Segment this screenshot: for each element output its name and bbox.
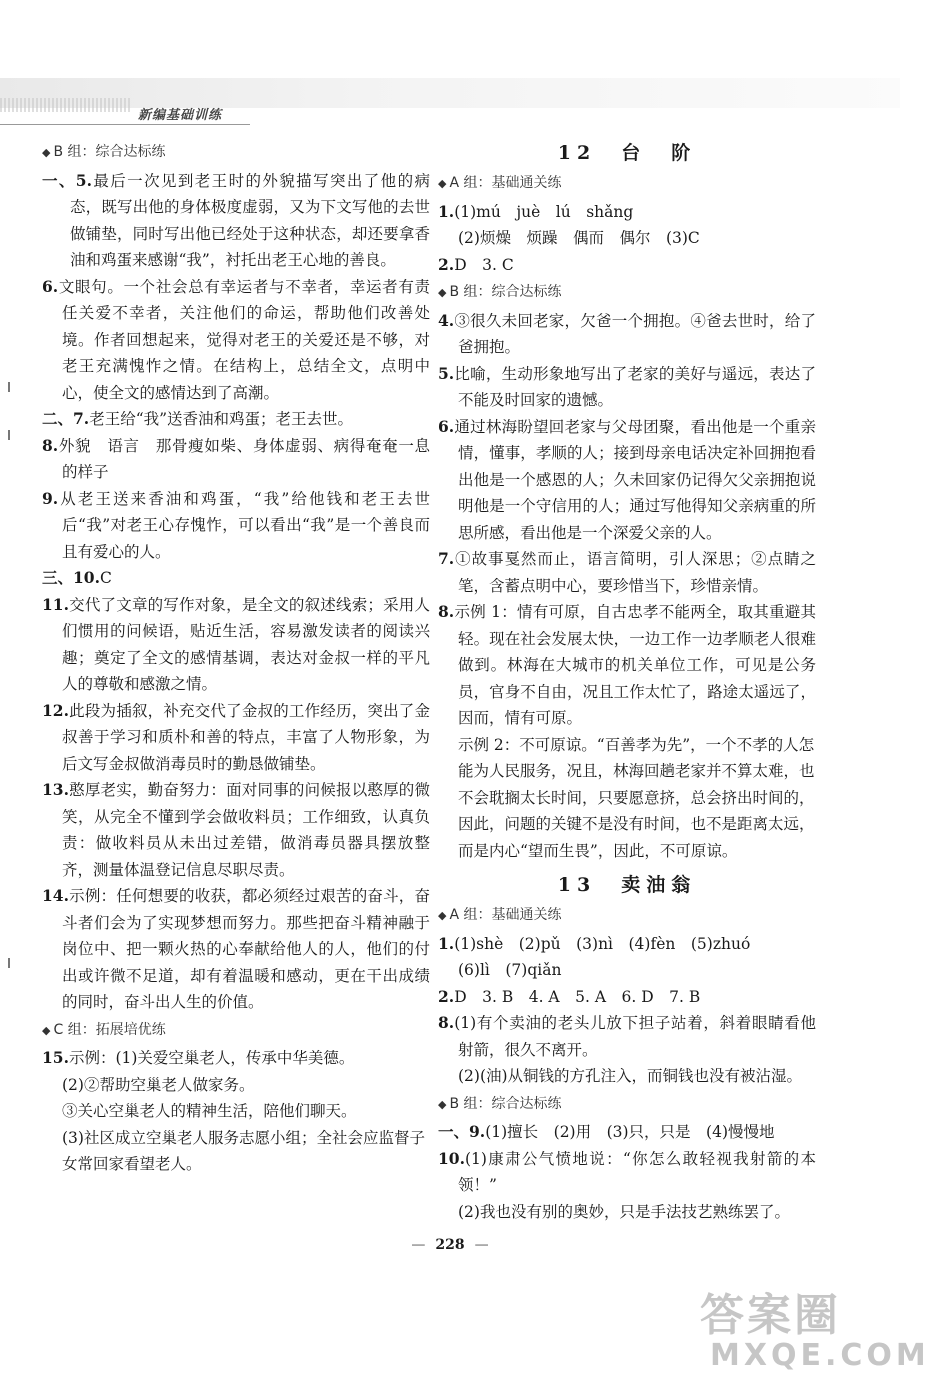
question-number: 15. [42, 1048, 69, 1067]
answer-item [438, 546, 816, 599]
section-title: 12 台 阶 [557, 142, 697, 164]
group-label: B 组：综合达标练 [449, 1095, 562, 1112]
answer-item [42, 698, 430, 778]
watermark-bottom: MXQE.COM [710, 1338, 930, 1373]
margin-mark [8, 382, 10, 392]
question-number: 一、5. [42, 170, 92, 190]
answer-text: D 3. B 4. A 5. A 6. D 7. B [454, 987, 701, 1006]
diamond-icon: ◆ [438, 177, 447, 190]
answer-text: 交代了文章的写作对象，是全文的叙述线索；采用人们惯用的问候语，贴近生活，容易激发读者的阅读兴趣；奠定了全文的感情基调，表达对金叔一样的平凡人的尊敬和感激之情。 [62, 595, 430, 693]
diamond-icon: ◆ [42, 146, 51, 159]
answer-item [438, 1119, 816, 1146]
answer-text: ①故事戛然而止，语言简明，引人深思；②点睛之笔，含蓄点明中心，要珍惜当下，珍惜亲情。 [454, 550, 816, 595]
question-number: 1. [438, 201, 455, 221]
diamond-icon: ◆ [438, 286, 447, 299]
answer-item [438, 931, 816, 958]
question-number: 2. [438, 254, 455, 274]
question-number: 6. [438, 416, 455, 436]
group-heading [438, 170, 816, 198]
answer-item [42, 168, 430, 274]
answer-text: 文眼句。一个社会总有幸运者与不幸者，幸运者有责任关爱不幸者，关注他们的命运，帮助他们改善处境。作者回想起来，觉得对老王的关爱还是不够，对老王充满愧怍之情。在结构上，总结全文，点明中心，使全文的感情达到了高潮。 [58, 277, 430, 402]
group-heading [438, 902, 816, 930]
question-number: 三、10. [42, 568, 100, 587]
question-number: 一、9. [438, 1122, 486, 1141]
question-number: 6. [42, 276, 59, 296]
question-number: 13. [42, 780, 69, 799]
header-band [0, 78, 900, 108]
answer-item [438, 599, 816, 732]
watermark-logo [700, 1290, 930, 1382]
answer-text: (1)shè (2)pǔ (3)nì (4)fèn (5)zhuó [454, 934, 751, 953]
question-number: 7. [438, 549, 455, 568]
question-number: 11. [42, 594, 69, 614]
answer-text: 此段为插叙，补充交代了金叔的工作经历，突出了金叔善于学习和质朴和善的特点，丰富了人物形象，为后文写金叔做消毒员时的勤恳做铺垫。 [62, 701, 430, 773]
answer-subline: (2)②帮助空巢老人做家务。 [62, 1075, 255, 1094]
group-label: B 组：综合达标练 [449, 284, 562, 300]
group-heading [438, 279, 816, 307]
answer-item [438, 1010, 816, 1063]
answer-text: 示例：(1)关爱空巢老人，传承中华美德。 [68, 1049, 355, 1067]
answer-subline: (2)烦燥 烦躁 偶而 偶尔 (3)C [458, 229, 700, 247]
answer-subline: (6)lì (7)qiǎn [458, 961, 562, 979]
answer-item [438, 414, 816, 547]
group-label: A 组：基础通关练 [449, 907, 562, 923]
group-heading [42, 1017, 430, 1045]
question-number: 8. [438, 1013, 455, 1032]
answer-subline: (2)(油)从铜钱的方孔注入，而铜钱也没有被沾湿。 [458, 1067, 803, 1085]
answer-item [42, 883, 430, 1016]
answer-item [42, 433, 430, 486]
question-number: 8. [42, 435, 59, 455]
question-number: 12. [42, 700, 69, 720]
question-number: 8. [438, 602, 455, 621]
answer-text: (1)擅长 (2)用 (3)只，只是 (4)慢慢地 [485, 1123, 775, 1141]
diamond-icon: ◆ [42, 1023, 51, 1037]
answer-item [42, 1045, 430, 1072]
question-number: 5. [438, 363, 455, 383]
group-heading [438, 1091, 816, 1119]
left-column [42, 138, 430, 1178]
header-rule [0, 124, 250, 125]
answer-text: 示例：任何想要的收获，都必须经过艰苦的奋斗，奋斗者们会为了实现梦想而努力。那些把奋斗精神融于岗位中、把一颗火热的心奉献给他人的人，他们的付出或许微不足道，却有着温暖和感动，更在干出成绩的同时，奋斗出人生的价值。 [62, 887, 430, 1011]
question-number: 4. [438, 310, 455, 330]
section-title: 13 卖油翁 [557, 874, 697, 896]
right-column [438, 138, 816, 1225]
answer-subline: (3)社区成立空巢老人服务志愿小组；全社会应监督子女常回家看望老人。 [62, 1128, 425, 1173]
group-heading [42, 139, 430, 167]
margin-mark [8, 958, 10, 968]
answer-text: 示例 1：情有可原，自古忠孝不能两全，取其重避其轻。现在社会发展太快，一边工作一边孝顺老人很难做到。林海在大城市的机关单位工作，可见是公务员，官身不自由，况且工作太忙了，路途太遥远了，因而，情有可原。 [454, 603, 816, 727]
question-number: 1. [438, 933, 455, 953]
answer-text: 憨厚老实，勤奋努力：面对同事的问候报以憨厚的微笑，从完全不懂到学会做收料员；工作细致，认真负责：做收料员从未出过差错，做消毒员器具摆放整齐，测量体温登记信息尽职尽责。 [62, 781, 430, 879]
answer-text: 最后一次见到老王时的外貌描写突出了他的病态，既写出他的身体极度虚弱，又为下文写他的去世做铺垫，同时写出他已经处于这种状态，却还要拿香油和鸡蛋来感谢“我”，衬托出老王心地的善良。 [70, 171, 430, 269]
answer-item [42, 777, 430, 883]
answer-item [42, 592, 430, 698]
page-number: — 228 — [411, 1237, 489, 1253]
answer-item [438, 984, 816, 1011]
answer-text: C [99, 569, 112, 587]
group-label: C 组：拓展培优练 [53, 1021, 166, 1038]
answer-text: D 3. C [454, 255, 514, 274]
answer-text: 通过林海盼望回老家与父母团聚，看出他是一个重亲情，懂事，孝顺的人；接到母亲电话决定补回拥抱看出他是一个感恩的人；久未回家仍记得欠父亲拥抱说明他是一个守信用的人；通过写他得知父亲病重的所思所感，看出他是一个深爱父亲的人。 [454, 417, 816, 542]
answer-item [438, 252, 816, 279]
question-number: 二、7. [42, 409, 90, 428]
answer-item [438, 308, 816, 361]
answer-text: (1)mú juè lú shǎng [454, 202, 634, 221]
answer-subline: (2)我也没有别的奥妙，只是手法技艺熟练罢了。 [458, 1202, 790, 1221]
diamond-icon: ◆ [438, 1097, 447, 1111]
answer-text: ③很久未回老家，欠爸一个拥抱。④爸去世时，给了爸拥抱。 [454, 311, 816, 356]
question-number: 10. [438, 1148, 465, 1168]
answer-item [42, 406, 430, 433]
answer-text: 从老王送来香油和鸡蛋，“我”给他钱和老王去世后“我”对老王心存愧怍，可以看出“我”是一个善良而且有爱心的人。 [58, 489, 430, 561]
answer-item [42, 486, 430, 566]
group-label: B 组：综合达标练 [53, 144, 166, 160]
answer-item [42, 565, 430, 592]
answer-subline: ③关心空巢老人的精神生活，陪他们聊天。 [62, 1102, 357, 1120]
group-label: A 组：基础通关练 [449, 175, 562, 191]
answer-text: 外貌 语言 那骨瘦如柴、身体虚弱、病得奄奄一息的样子 [58, 436, 430, 481]
margin-mark [8, 430, 10, 440]
series-title: 新编基础训练 [138, 108, 223, 123]
diamond-icon: ◆ [438, 909, 447, 922]
page-number-value: 228 [435, 1237, 465, 1253]
watermark-top: 答案圈 [700, 1290, 841, 1341]
answer-text: (1)有个卖油的老头儿放下担子站着，斜着眼睛看他射箭，很久不离开。 [454, 1014, 816, 1059]
question-number: 9. [42, 488, 59, 508]
answer-item [42, 274, 430, 407]
answer-item [438, 361, 816, 414]
answer-text: 比喻，生动形象地写出了老家的美好与遥远，表达了不能及时回家的遗憾。 [454, 364, 816, 409]
answer-subline: 示例 2：不可原谅。“百善孝为先”，一个不孝的人怎能为人民服务，况且，林海回趟老家并不算太难，也不会耽搁太长时间，只要愿意挤，总会挤出时间的，因此，问题的关键不是没有时间，也不是距离太远，而是内心“望而生畏”，因此，不可原谅。 [458, 735, 815, 860]
answer-item [438, 1146, 816, 1199]
answer-item [438, 199, 816, 226]
answer-text: (1)康肃公气愤地说：“你怎么敢轻视我射箭的本领！” [458, 1149, 816, 1194]
question-number: 2. [438, 986, 455, 1006]
question-number: 14. [42, 886, 69, 905]
answer-text: 老王给“我”送香油和鸡蛋；老王去世。 [89, 410, 354, 428]
